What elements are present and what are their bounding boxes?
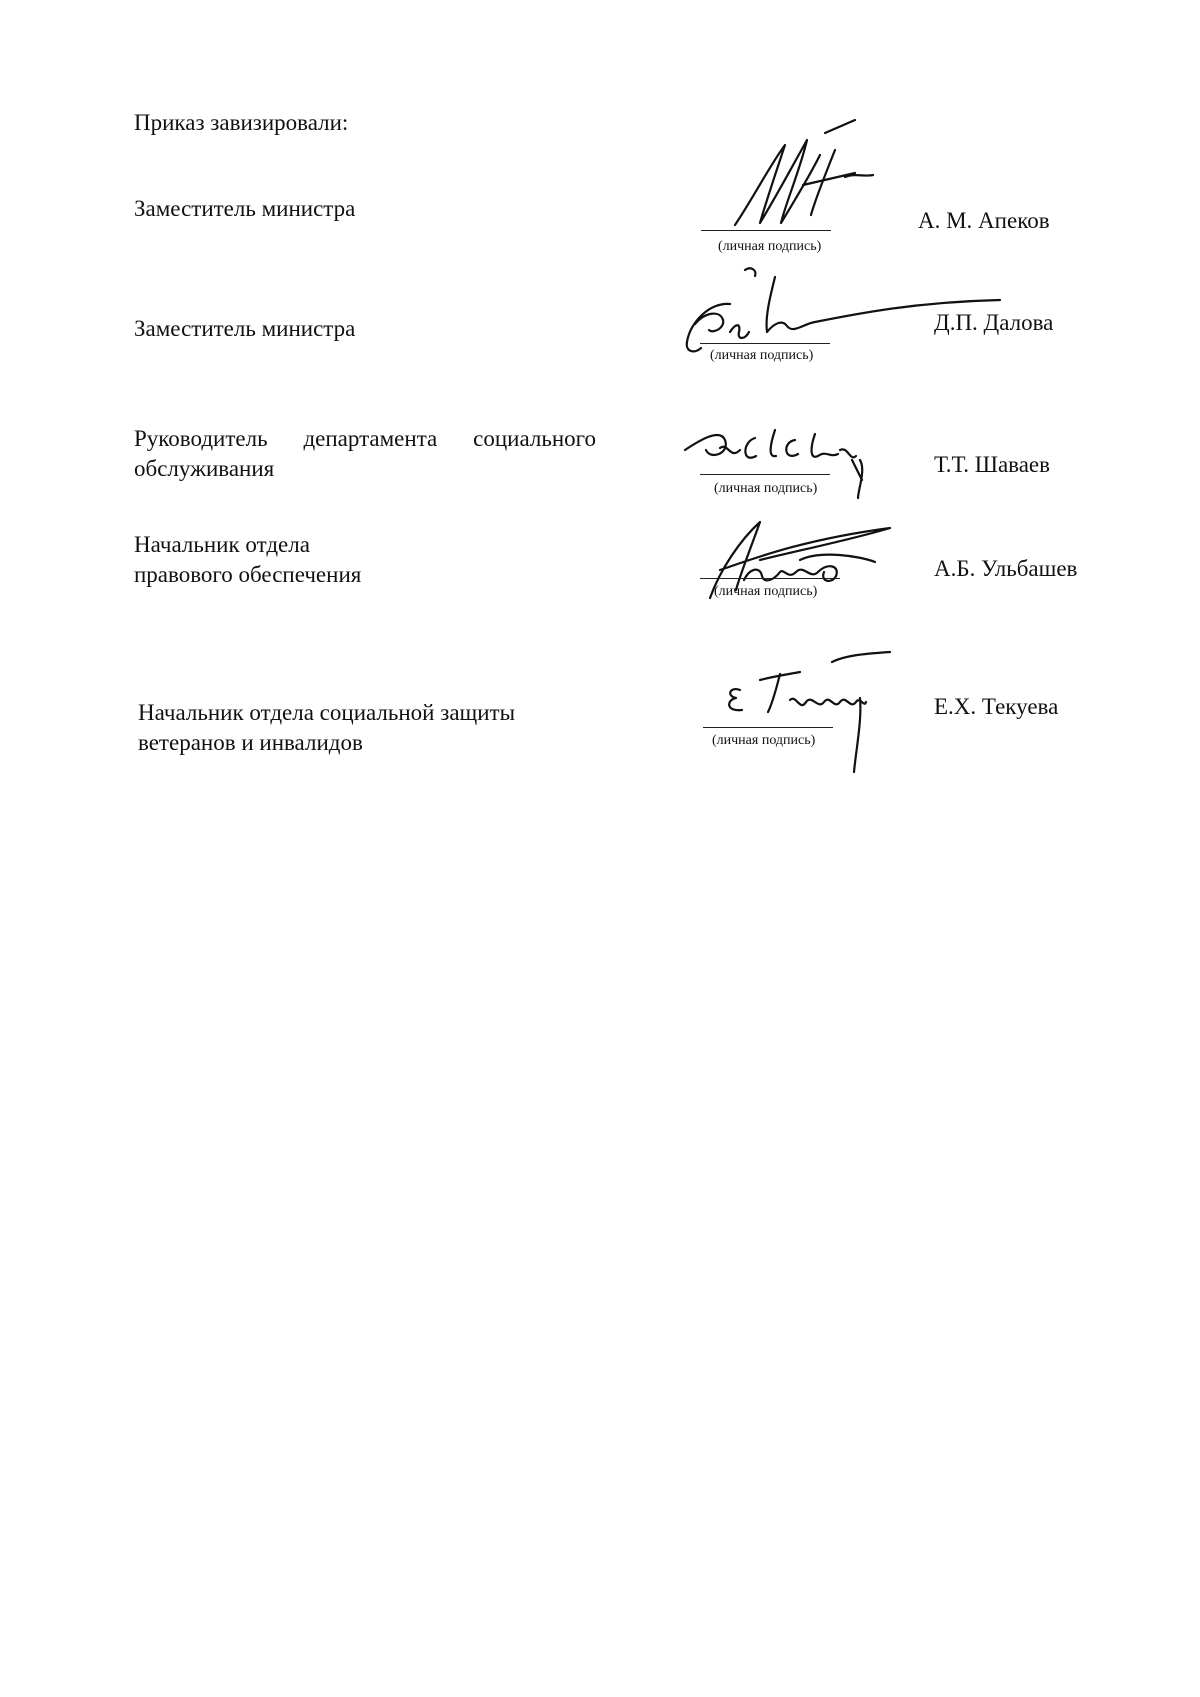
- signatory-5-position-line-1: Начальник отдела социальной защиты: [138, 700, 516, 725]
- signature-5-image: [720, 650, 900, 780]
- signature-5-caption: (личная подпись): [712, 733, 816, 748]
- signatory-5-position: [138, 698, 515, 758]
- signature-3-line: [700, 474, 830, 475]
- signatory-1-position: [134, 194, 355, 224]
- signatory-2-name: Д.П. Далова: [934, 310, 1054, 335]
- signature-1-caption: (личная подпись): [718, 239, 822, 254]
- signatory-2-position: [134, 314, 355, 344]
- signatory-1-name: А. М. Апеков: [918, 208, 1050, 233]
- signature-4-line: [700, 578, 840, 579]
- signatory-5-name: Е.Х. Текуева: [934, 694, 1059, 719]
- signature-5-line: [703, 727, 833, 728]
- signature-2-caption: (личная подпись): [710, 348, 814, 363]
- signatory-4-position-line-2: правового обеспечения: [134, 562, 362, 587]
- signatory-3-name: Т.Т. Шаваев: [934, 452, 1050, 477]
- signatory-1-position-line-1: Заместитель министра: [134, 196, 356, 221]
- signatory-4-position-line-1: Начальник отдела: [134, 532, 310, 557]
- signatory-4-position: [134, 530, 361, 590]
- signature-2-line: [700, 343, 830, 344]
- signatory-5-position-line-2: ветеранов и инвалидов: [138, 730, 363, 755]
- signature-1-image: [715, 115, 925, 240]
- signature-1-line: [701, 230, 831, 231]
- signatory-2-position-line-1: Заместитель министра: [134, 316, 356, 341]
- signatory-3-position: [134, 424, 596, 484]
- signatory-3-position-line-2: обслуживания: [134, 456, 275, 481]
- signature-3-caption: (личная подпись): [714, 481, 818, 496]
- signatory-3-position-line-1: Руководитель департамента социального: [134, 426, 596, 451]
- approval-heading: Приказ завизировали:: [134, 110, 349, 135]
- signatory-4-name: А.Б. Ульбашев: [934, 556, 1078, 581]
- signature-4-caption: (личная подпись): [714, 584, 818, 599]
